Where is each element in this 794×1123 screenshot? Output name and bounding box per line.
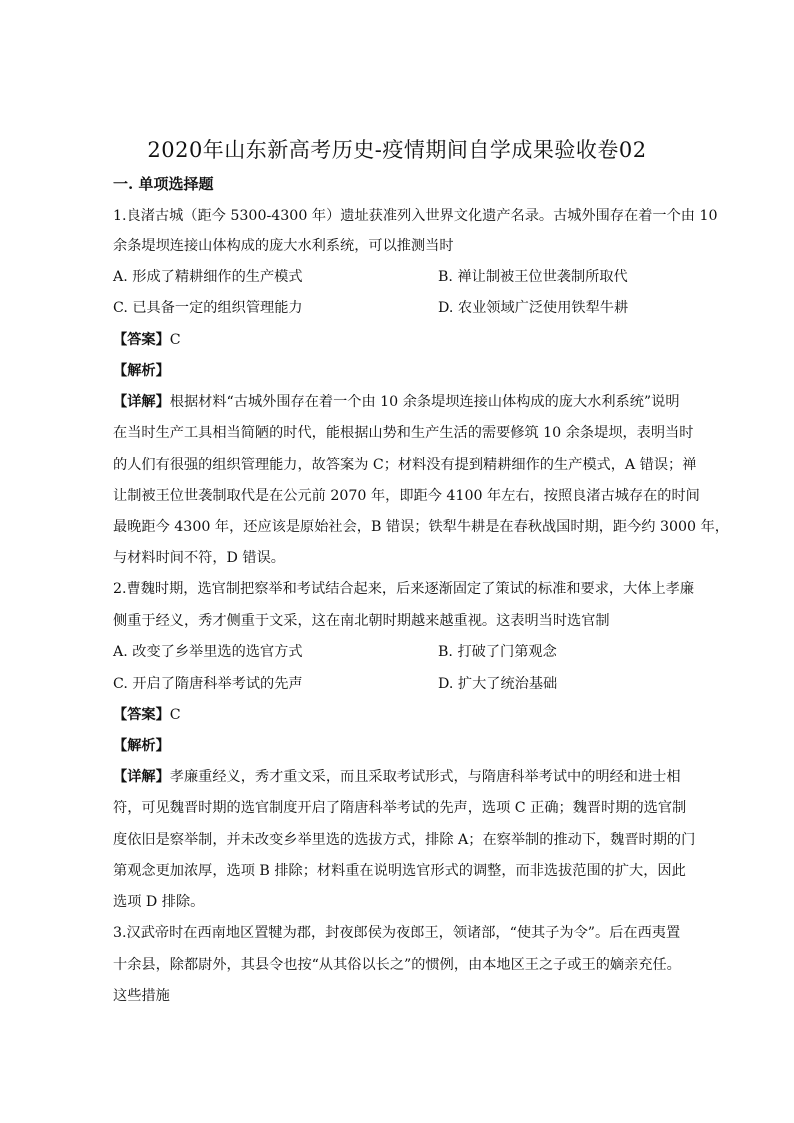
- answer-value: C: [169, 332, 181, 348]
- q2-detail-line-2: 符，可见魏晋时期的选官制度开启了隋唐科举考试的先声，选项 C 正确；魏晋时期的选官制: [113, 800, 687, 816]
- q3-stem-line-1: 3.汉武帝时在西南地区置犍为郡，封夜郎侯为夜郎王，领诸部，“使其子为令”。后在西夷置: [113, 925, 681, 941]
- q1-stem-line-1: 1.良渚古城（距今 5300-4300 年）遗址获准列入世界文化遗产名录。古城外围存在着一个由 10: [113, 208, 718, 224]
- q2-detail-line-3: 度依旧是察举制，并未改变乡举里选的选拔方式，排除 A；在察举制的推动下，魏晋时期的门: [113, 832, 696, 848]
- q1-analysis-label: 【解析】: [113, 363, 170, 379]
- q3-stem-line-3: 这些措施: [113, 988, 170, 1004]
- q2-stem-line-2: 侧重于经义，秀才侧重于文采，这在南北朝时期越来越重视。这表明当时选官制: [113, 613, 610, 629]
- detail-label: 【详解】: [113, 769, 170, 785]
- answer-label: 【答案】: [113, 332, 170, 348]
- q1-option-c: C. 已具备一定的组织管理能力: [113, 300, 303, 316]
- q1-detail-line-5: 最晚距今 4300 年，还应该是原始社会，B 错误；铁犁牛耕是在春秋战国时期，距今约 3000 年，: [113, 519, 729, 535]
- page-title: 2020年山东新高考历史-疫情期间自学成果验收卷02: [147, 138, 647, 162]
- q1-option-a: A. 形成了精耕细作的生产模式: [113, 269, 303, 285]
- q1-option-d: D. 农业领域广泛使用铁犁牛耕: [438, 300, 629, 316]
- q1-detail-line-1: [113, 392, 680, 412]
- q1-answer: [113, 330, 181, 350]
- detail-text: 根据材料“古城外围存在着一个由 10 余条堤坝连接山体构成的庞大水利系统”说明: [169, 394, 680, 410]
- detail-label: 【详解】: [113, 394, 170, 410]
- q2-option-c: C. 开启了隋唐科举考试的先声: [113, 676, 303, 692]
- answer-value: C: [169, 707, 181, 723]
- q1-detail-line-2: 在当时生产工具相当简陋的时代，能根据山势和生产生活的需要修筑 10 余条堤坝，表明当时: [113, 425, 694, 441]
- q2-analysis-label: 【解析】: [113, 738, 170, 754]
- q1-detail-line-3: 的人们有很强的组织管理能力，故答案为 C；材料没有提到精耕细作的生产模式，A 错误；禅: [113, 457, 697, 473]
- q2-option-d: D. 扩大了统治基础: [438, 676, 558, 692]
- section-heading: 一. 单项选择题: [113, 175, 214, 193]
- q2-option-a: A. 改变了乡举里选的选官方式: [113, 644, 303, 660]
- q1-detail-line-6: 与材料时间不符，D 错误。: [113, 550, 285, 566]
- q2-detail-line-1: [113, 767, 681, 787]
- q2-detail-line-4: 第观念更加浓厚，选项 B 排除；材料重在说明选官形式的调整，而非选拔范围的扩大，因此: [113, 863, 686, 879]
- q3-stem-line-2: 十余县，除都尉外，其县令也按“从其俗以长之”的惯例，由本地区王之子或王的嫡亲充任。: [113, 957, 681, 973]
- q2-detail-line-5: 选项 D 排除。: [113, 894, 205, 910]
- q2-answer: [113, 705, 181, 725]
- q2-stem-line-1: 2.曹魏时期，选官制把察举和考试结合起来，后来逐渐固定了策试的标准和要求，大体上孝廉: [113, 581, 695, 597]
- q1-detail-line-4: 让制被王位世袭制取代是在公元前 2070 年，即距今 4100 年左右，按照良渚古城存在的时间: [113, 488, 700, 504]
- q1-option-b: B. 禅让制被王位世袭制所取代: [438, 269, 628, 285]
- q2-option-b: B. 打破了门第观念: [438, 644, 557, 660]
- q1-stem-line-2: 余条堤坝连接山体构成的庞大水利系统，可以推测当时: [113, 238, 454, 254]
- detail-text: 孝廉重经义，秀才重文采，而且采取考试形式，与隋唐科举考试中的明经和进士相: [169, 769, 681, 785]
- answer-label: 【答案】: [113, 707, 170, 723]
